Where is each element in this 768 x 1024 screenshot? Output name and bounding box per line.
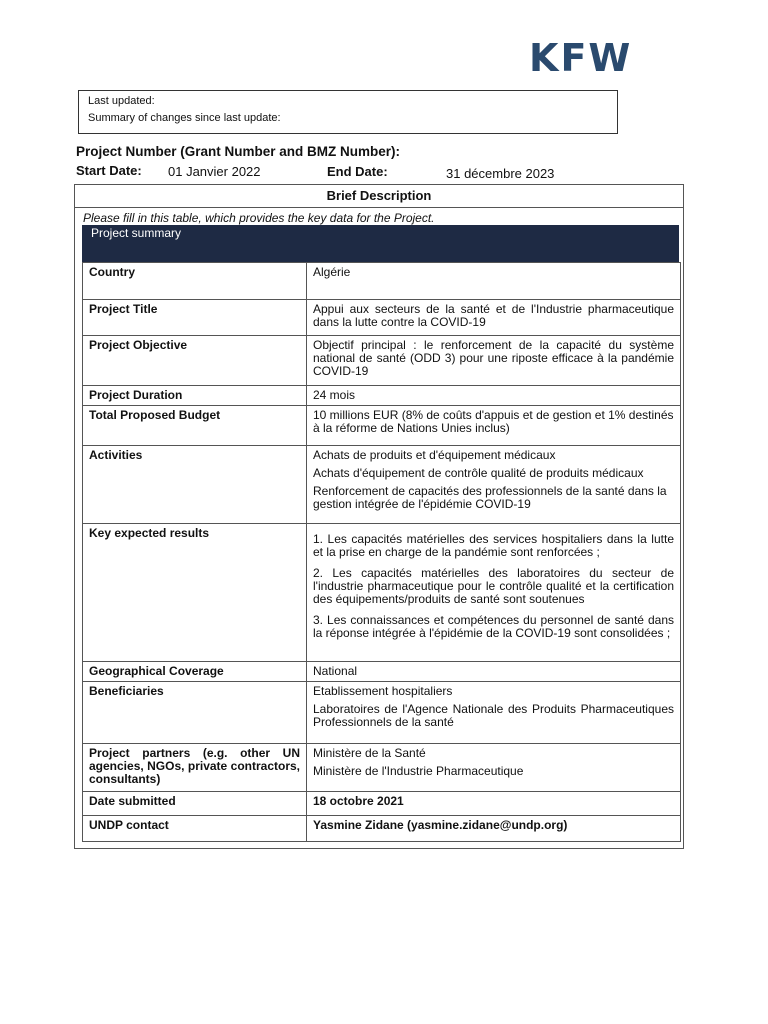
total-budget-value: 10 millions EUR (8% de coûts d'appuis et de gestion et 1% destinés à la réforme de Nations Unies inclus) bbox=[307, 406, 681, 446]
project-summary-header: Project summary bbox=[82, 225, 679, 262]
activity-item: Renforcement de capacités des professionnels de la santé dans la gestion intégrée de l'épidémie COVID-19 bbox=[313, 484, 667, 511]
beneficiaries-label: Beneficiaries bbox=[83, 682, 307, 744]
end-date-label: End Date: bbox=[327, 164, 388, 179]
row-activities bbox=[83, 446, 681, 524]
row-project-partners bbox=[83, 744, 681, 792]
row-project-duration bbox=[83, 386, 681, 406]
project-objective-value: Objectif principal : le renforcement de la capacité du système national de santé (ODD 3) pour une riposte efficace à la pandémie COVID-19 bbox=[307, 336, 681, 386]
partner-item: Ministère de la Santé bbox=[313, 746, 426, 760]
row-geographical-coverage bbox=[83, 662, 681, 682]
activities-label: Activities bbox=[83, 446, 307, 524]
beneficiaries-value bbox=[307, 682, 681, 744]
beneficiary-item: Etablissement hospitaliers bbox=[313, 684, 453, 698]
undp-contact-label: UNDP contact bbox=[83, 816, 307, 842]
instructions-text: Please fill in this table, which provides the key data for the Project. bbox=[83, 211, 435, 225]
row-date-submitted bbox=[83, 792, 681, 816]
key-results-label: Key expected results bbox=[83, 524, 307, 662]
project-partners-label: Project partners (e.g. other UN agencies, NGOs, private contractors, consultants) bbox=[83, 744, 307, 792]
row-key-results bbox=[83, 524, 681, 662]
row-total-budget bbox=[83, 406, 681, 446]
end-date-value: 31 décembre 2023 bbox=[446, 166, 555, 181]
key-results-value bbox=[307, 524, 681, 662]
geographical-coverage-label: Geographical Coverage bbox=[83, 662, 307, 682]
row-undp-contact bbox=[83, 816, 681, 842]
summary-changes-label: Summary of changes since last update: bbox=[88, 112, 281, 124]
project-dates bbox=[76, 163, 596, 183]
kfw-logo: KFW bbox=[529, 36, 633, 80]
country-label: Country bbox=[83, 263, 307, 300]
project-title-value: Appui aux secteurs de la santé et de l'Industrie pharmaceutique dans la lutte contre la COVID-19 bbox=[307, 300, 681, 336]
project-title-label: Project Title bbox=[83, 300, 307, 336]
date-submitted-value: 18 octobre 2021 bbox=[307, 792, 681, 816]
project-objective-label: Project Objective bbox=[83, 336, 307, 386]
project-duration-value: 24 mois bbox=[307, 386, 681, 406]
geographical-coverage-value: National bbox=[307, 662, 681, 682]
project-number-label: Project Number (Grant Number and BMZ Number): bbox=[76, 144, 401, 159]
row-country bbox=[83, 263, 681, 300]
project-partners-value bbox=[307, 744, 681, 792]
project-duration-label: Project Duration bbox=[83, 386, 307, 406]
row-project-objective bbox=[83, 336, 681, 386]
activities-value bbox=[307, 446, 681, 524]
result-item: 1. Les capacités matérielles des services hospitaliers dans la lutte et la prise en charge de la pandémie sont renforcées ; bbox=[313, 532, 674, 559]
update-box bbox=[78, 90, 618, 134]
start-date-label: Start Date: bbox=[76, 163, 142, 178]
row-project-title bbox=[83, 300, 681, 336]
activity-item: Achats d'équipement de contrôle qualité de produits médicaux bbox=[313, 466, 644, 480]
row-beneficiaries bbox=[83, 682, 681, 744]
project-summary-table bbox=[82, 262, 681, 842]
brief-description-table bbox=[74, 184, 684, 849]
last-updated-label: Last updated: bbox=[88, 95, 155, 107]
start-date-value: 01 Janvier 2022 bbox=[168, 164, 261, 179]
country-value: Algérie bbox=[307, 263, 681, 300]
undp-contact-value: Yasmine Zidane (yasmine.zidane@undp.org) bbox=[307, 816, 681, 842]
date-submitted-label: Date submitted bbox=[83, 792, 307, 816]
brief-description-title: Brief Description bbox=[75, 185, 683, 208]
result-item: 2. Les capacités matérielles des laboratoires du secteur de l'industrie pharmaceutique pour le contrôle qualité et la certification des équipements/produits de santé sont soutenues bbox=[313, 566, 674, 606]
result-item: 3. Les connaissances et compétences du personnel de santé dans la réponse intégrée à l'épidémie de la COVID-19 sont consolidées ; bbox=[313, 613, 674, 640]
activity-item: Achats de produits et d'équipement médicaux bbox=[313, 448, 556, 462]
total-budget-label: Total Proposed Budget bbox=[83, 406, 307, 446]
beneficiary-item: Laboratoires de l'Agence Nationale des Produits Pharmaceutiques Professionnels de la santé bbox=[313, 702, 674, 729]
partner-item: Ministère de l'Industrie Pharmaceutique bbox=[313, 764, 524, 778]
